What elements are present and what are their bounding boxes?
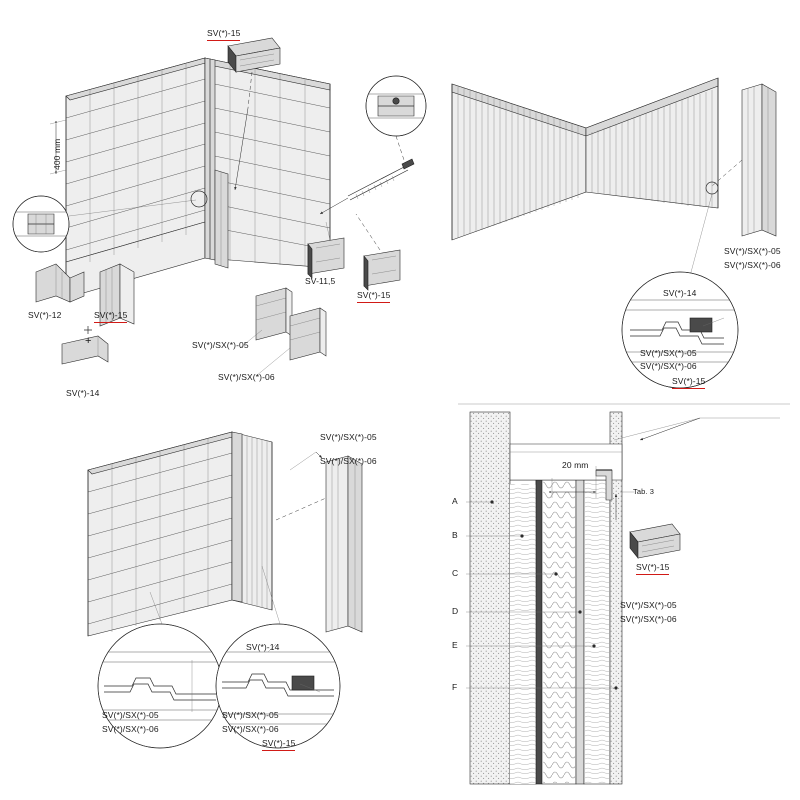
layer-key-a: A [452, 496, 458, 506]
label-sv14-bottomleft: SV(*)-14 [246, 642, 280, 652]
label-dimension-20mm: 20 mm [562, 460, 589, 470]
label-detail2-sv-sx-06: SV(*)/SX(*)-06 [222, 724, 279, 734]
layer-key-b: B [452, 530, 458, 540]
label-sv15-left: SV(*)-15 [94, 310, 127, 323]
label-sv-sx-06-topright: SV(*)/SX(*)-06 [724, 260, 781, 270]
label-detail2-sv-sx-05: SV(*)/SX(*)-05 [222, 710, 279, 720]
part-fastener-screw [320, 136, 414, 214]
panel-bottom-left-drawing [88, 432, 362, 748]
label-sv12: SV(*)-12 [28, 310, 62, 320]
label-sv-sx-05-bottomleft: SV(*)/SX(*)-05 [320, 432, 377, 442]
label-sv15-right: SV(*)-15 [357, 290, 390, 303]
panel-top-right-drawing [452, 78, 776, 388]
label-sv-sx-06-bottomleft: SV(*)/SX(*)-06 [320, 456, 377, 466]
layer-key-c: C [452, 568, 459, 578]
label-detail-sv15-topright: SV(*)-15 [672, 376, 705, 389]
layer-key-e: E [452, 640, 458, 650]
part-sv-sx-06 [290, 308, 326, 360]
part-corner-strip-topright [712, 84, 776, 236]
label-sv14-topright: SV(*)-14 [663, 288, 697, 298]
label-sv14: SV(*)-14 [66, 388, 100, 398]
detail-bubble-top-right [366, 76, 426, 136]
label-sv-sx-06-topleft: SV(*)/SX(*)-06 [218, 372, 275, 382]
part-bracket-right [356, 214, 400, 290]
label-sv-sx-05-topleft: SV(*)/SX(*)-05 [192, 340, 249, 350]
label-sv15-top: SV(*)-15 [207, 28, 240, 41]
label-detail-sv-sx-05-topright: SV(*)/SX(*)-05 [640, 348, 697, 358]
label-sv-sx-05-topright: SV(*)/SX(*)-05 [724, 246, 781, 256]
part-flat-profile-bottomleft [326, 456, 362, 632]
layer-key-f: F [452, 682, 458, 692]
label-dimension-400: 400 mm [52, 138, 62, 170]
label-sv15-bottomright: SV(*)-15 [636, 562, 669, 575]
part-sv15-bottomright [630, 524, 680, 558]
label-detail1-sv-sx-06: SV(*)/SX(*)-06 [102, 724, 159, 734]
label-table-ref: Tab. 3 [633, 487, 655, 496]
label-detail2-sv15: SV(*)-15 [262, 738, 295, 751]
layer-key-d: D [452, 606, 459, 616]
label-detail-sv-sx-06-topright: SV(*)/SX(*)-06 [640, 361, 697, 371]
label-sv-sx-06-bottomright: SV(*)/SX(*)-06 [620, 614, 677, 624]
label-detail1-sv-sx-05: SV(*)/SX(*)-05 [102, 710, 159, 720]
panel-top-left-drawing [13, 38, 426, 376]
part-sv-sx-05 [256, 288, 292, 340]
panel-bottom-right-drawing [458, 404, 790, 784]
label-sv-sx-05-bottomright: SV(*)/SX(*)-05 [620, 600, 677, 610]
label-plus-sign: + [85, 335, 92, 347]
part-bracket-left [308, 238, 344, 278]
label-sv115: SV-11,5 [305, 276, 336, 286]
